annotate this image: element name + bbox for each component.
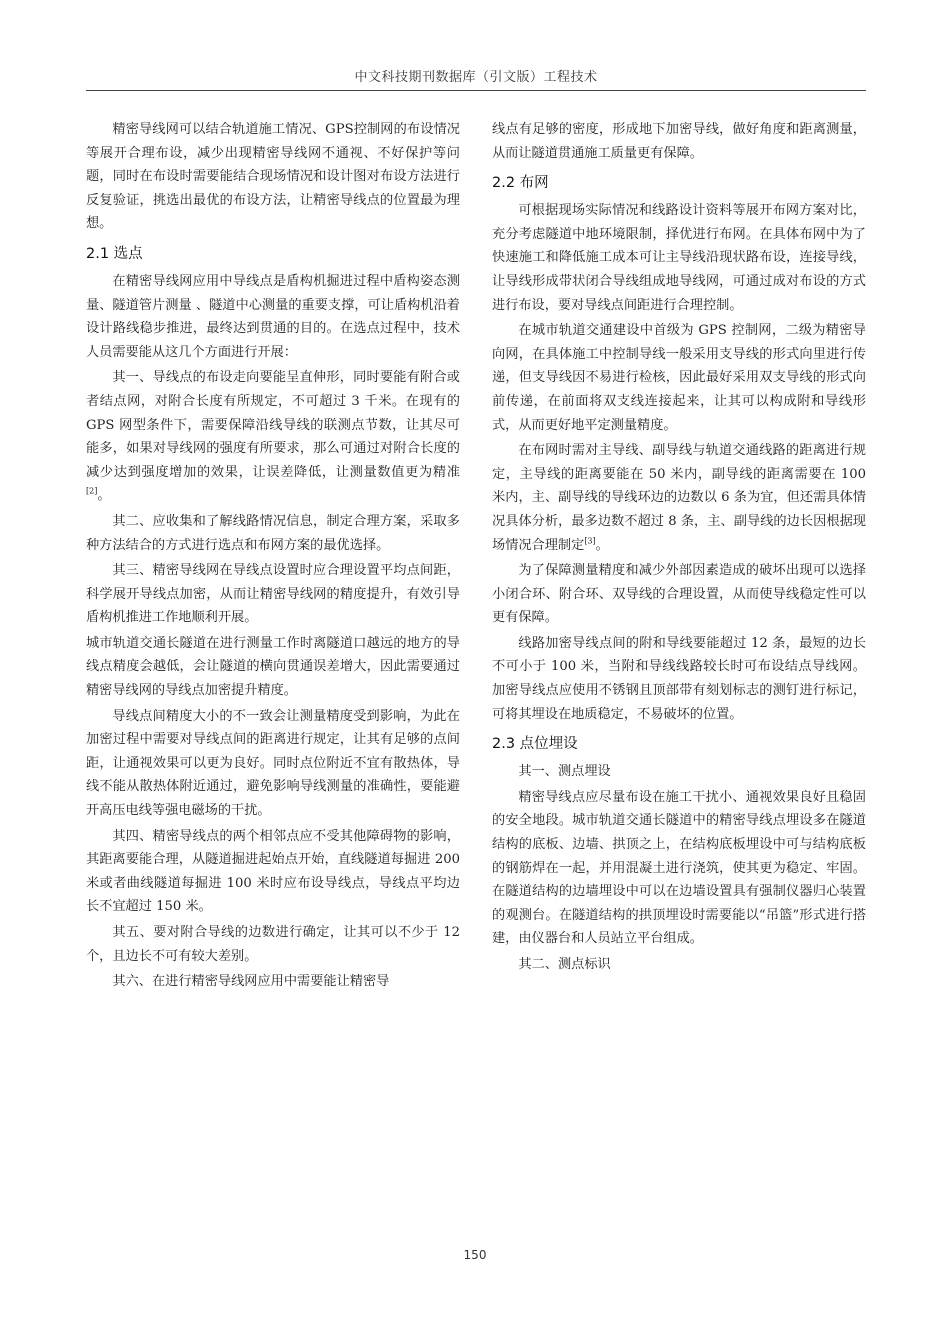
- paragraph-text: 其一、导线点的布设走向要能呈直伸形，同时要能有附合或者结点网，对附合长度有所规定，不可超过 3 千米。在现有的 GPS 网型条件下，需要保障沿线导线的联测点节数，让其尽可能多，如果对导线网的强度有所要求，那么可通过对附合长度的减少达到强度增加的效果，让误差降低，让测量数值更为精准: [86, 370, 460, 480]
- paragraph: 在精密导线网应用中导线点是盾构机掘进过程中盾构姿态测量、隧道管片测量 、隧道中心测量的重要支撑，可让盾构机沿着设计路线稳步推进，最终达到贯通的目的。在选点过程中，技术人员需要能从这几个方面进行开展：: [86, 273, 460, 360]
- citation-ref-3: [3]: [584, 536, 596, 546]
- paragraph: 城市轨道交通长隧道在进行测量工作时离隧道口越远的地方的导线点精度会越低，会让隧道的横向贯通误差增大，因此需要通过精密导线网的导线点加密提升精度。: [86, 635, 460, 699]
- paragraph: 其二、测点标识: [518, 957, 611, 972]
- paragraph-end: 。: [595, 537, 609, 553]
- paragraph: 导线点间精度大小的不一致会让测量精度受到影响，为此在加密过程中需要对导线点间的距离进行规定，让其有足够的点间距，让通视效果可以更为良好。同时点位附近不宜有散热体，导线不能从散热体附近通过，避免影响导线测量的准确性，要能避开高压电线等强电磁场的干扰。: [86, 708, 460, 819]
- paragraph-end: 。: [97, 488, 111, 504]
- paragraph: 其五、要对附合导线的边数进行确定，让其可以不少于 12 个，且边长不可有较大差别。: [86, 925, 460, 964]
- page-number: 150: [463, 1248, 487, 1262]
- paragraph: 其六、在进行精密导线网应用中需要能让精密导: [112, 974, 390, 990]
- paragraph: 为了保障测量精度和减少外部因素造成的破坏出现可以选择小闭合环、附合环、双导线的合理设置，从而使导线稳定性可以更有保障。: [492, 563, 866, 626]
- paragraph-with-ref-3: [492, 439, 866, 557]
- paragraph: 精密导线点应尽量布设在施工干扰小、通视效果良好且稳固的安全地段。城市轨道交通长隧道中的精密导线点埋设多在隧道结构的底板、边墙、拱顶之上，在结构底板埋设中可与结构底板的钢筋焊在一起，并用混凝土进行浇筑，使其更为稳定、牢固。在隧道结构的边墙埋设中可以在边墙设置具有强制仪器归心装置的观测台。在隧道结构的拱顶埋设时需要能以“吊篮”形式进行搭建，由仪器台和人员站立平台组成。: [492, 789, 866, 947]
- paragraph: 其三、精密导线网在导线点设置时应合理设置平均点间距，科学展开导线点加密，从而让精密导线网的精度提升，有效引导盾构机推进工作地顺利开展。: [86, 563, 460, 626]
- section-2-3-heading: 2.3 点位埋设: [492, 736, 578, 753]
- left-column: [86, 118, 460, 996]
- header-rule: [86, 90, 866, 91]
- paragraph: 线路加密导线点间的附和导线要能超过 12 条，最短的边长不可小于 100 米，当附和导线线路较长时可布设结点导线网。加密导线点应使用不锈钢且顶部带有刻划标志的测钉进行标记，可将其埋设在地质稳定，不易破坏的位置。: [492, 635, 866, 722]
- paragraph: 其二、应收集和了解线路情况信息，制定合理方案，采取多种方法结合的方式进行选点和布网方案的最优选择。: [86, 513, 460, 553]
- continued-paragraph: 线点有足够的密度，形成地下加密导线，做好角度和距离测量，从而让隧道贯通施工质量更有保障。: [492, 122, 866, 161]
- section-2-2-heading: 2.2 布网: [492, 175, 549, 192]
- citation-ref-2: [2]: [86, 486, 98, 496]
- paragraph: 可根据现场实际情况和线路设计资料等展开布网方案对比，充分考虑隧道中地环境限制，择优进行布网。在具体布网中为了快速施工和降低施工成本可让主导线沿现状路布设，连接导线，让导线形成带状闭合导线组成地导线网，可通过成对布设的方式进行布设，要对导线点间距进行合理控制。: [492, 203, 866, 313]
- paragraph: 其四、精密导线点的两个相邻点应不受其他障碍物的影响，其距离要能合理，从隧道掘进起始点开始，直线隧道每掘进 200 米或者曲线隧道每掘进 100 米时应布设导线点，导线点平均边长不宜超过 150 米。: [86, 828, 460, 915]
- journal-header: 中文科技期刊数据库（引文版）工程技术: [354, 70, 598, 85]
- paragraph-text: 在布网时需对主导线、副导线与轨道交通线路的距离进行规定，主导线的距离要能在 50 米内，副导线的距离需要在 100 米内，主、副导线的导线环边的边数以 6 条为宜，但还需具体情况具体分析，最多边数不超过 8 条，主、副导线的边长因根据现场情况合理制定: [492, 443, 866, 553]
- intro-paragraph: 精密导线网可以结合轨道施工情况、GPS控制网的布设情况等展开合理布设，减少出现精密导线网不通视、不好保护等问题，同时在布设时需要能结合现场情况和设计图对布设方法进行反复验证，挑选出最优的布设方法，让精密导线点的位置最为理想。: [86, 122, 460, 232]
- paragraph-with-ref-2: [86, 366, 460, 508]
- right-column: [492, 118, 866, 979]
- section-2-1-heading: 2.1 选点: [86, 245, 143, 262]
- paragraph: 其一、测点埋设: [518, 764, 611, 780]
- paragraph: 在城市轨道交通建设中首级为 GPS 控制网，二级为精密导向网，在具体施工中控制导线一般采用支导线的形式向里进行传递，但支导线因不易进行检核，因此最好采用双支导线的形式向前传递，在前面将双支线连接起来，让其可以构成附和导线形式，从而更好地平定测量精度。: [492, 323, 866, 433]
